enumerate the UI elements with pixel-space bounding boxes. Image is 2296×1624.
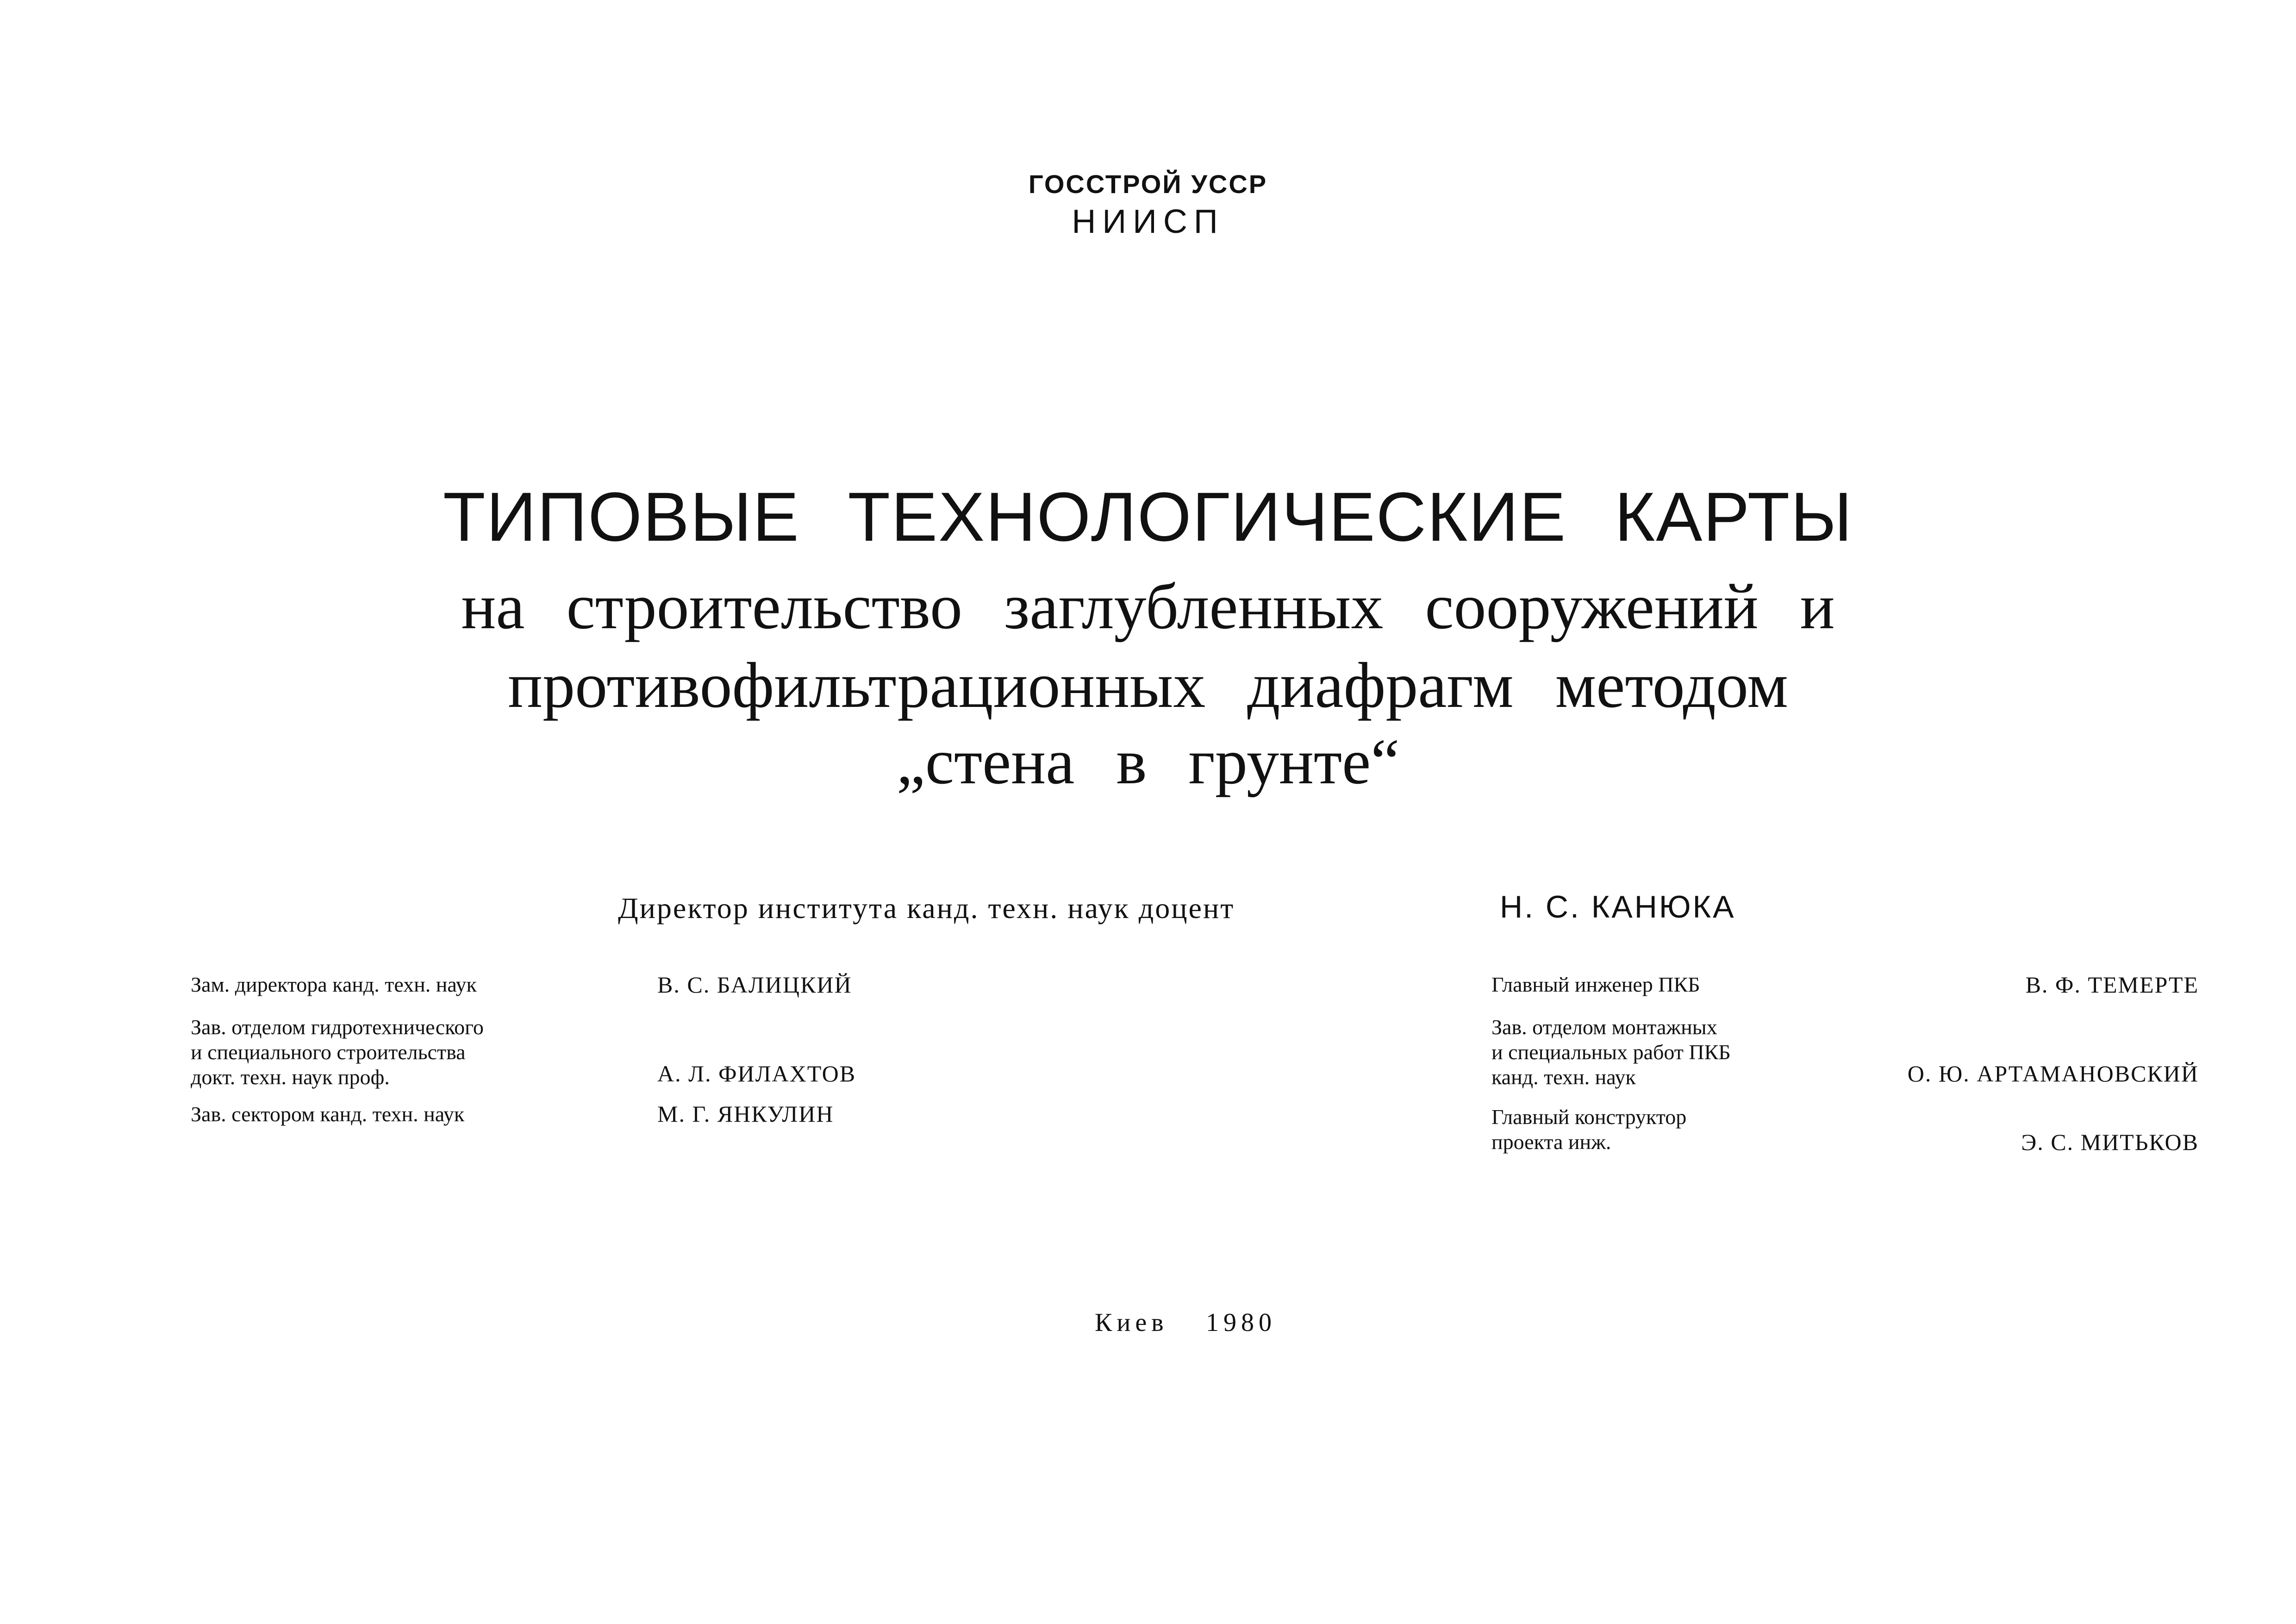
left-staff-name-2: А. Л. ФИЛАХТОВ [657, 1061, 856, 1087]
left-staff-role-1: Зам. директора канд. техн. наук [191, 973, 477, 996]
director-label: Директор института канд. техн. наук доцент [618, 892, 1235, 924]
document-subtitle-line-1: на строительство заглубленных сооружений и [461, 571, 1835, 643]
organization-line-2: НИИСП [1072, 203, 1224, 240]
left-staff-role-2: Зав. отделом гидротехнического и специального строительства докт. техн. наук проф. [191, 1015, 484, 1089]
right-staff-role-3: Главный конструктор проекта инж. [1491, 1105, 1687, 1154]
right-staff-role-2: Зав. отделом монтажных и специальных работ ПКБ канд. техн. наук [1491, 1015, 1731, 1089]
right-staff-name-2: О. Ю. АРТАМАНОВСКИЙ [1907, 1061, 2199, 1087]
right-staff-role-1: Главный инженер ПКБ [1491, 973, 1700, 996]
organization-line-1: ГОССТРОЙ УССР [1028, 169, 1268, 199]
left-staff-role-3: Зав. сектором канд. техн. наук [191, 1102, 465, 1126]
left-staff-name-3: М. Г. ЯНКУЛИН [657, 1101, 834, 1127]
director-name: Н. С. КАНЮКА [1500, 889, 1736, 924]
document-subtitle-line-2: противофильтрационных диафрагм методом [508, 650, 1788, 721]
right-staff-name-1: В. Ф. ТЕМЕРТЕ [2025, 972, 2199, 998]
left-staff-name-1: В. С. БАЛИЦКИЙ [657, 972, 852, 998]
publication-city: Киев [1095, 1308, 1168, 1337]
document-title: ТИПОВЫЕ ТЕХНОЛОГИЧЕСКИЕ КАРТЫ [443, 478, 1853, 556]
publication-year: 1980 [1206, 1308, 1276, 1337]
document-subtitle-line-3: „стена в грунте“ [896, 726, 1400, 798]
right-staff-name-3: Э. С. МИТЬКОВ [2021, 1129, 2199, 1155]
